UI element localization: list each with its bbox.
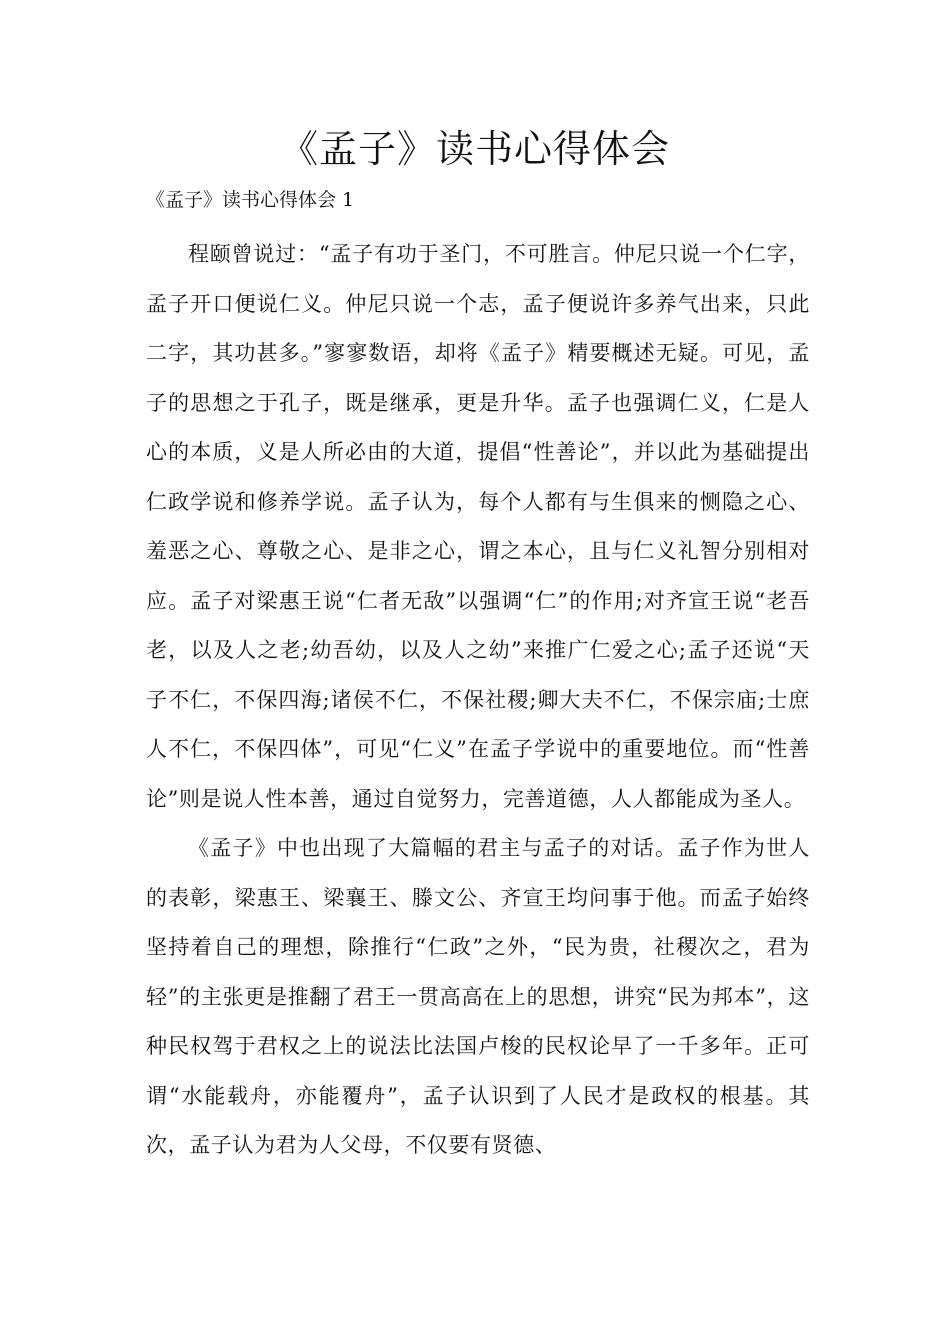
- document-title: 《孟子》读书心得体会: [279, 127, 670, 171]
- section-heading: 《孟子》读书心得体会 1: [146, 189, 355, 211]
- paragraph-2: 《孟子》中也出现了大篇幅的君主与孟子的对话。孟子作为世人的表彰，梁惠王、梁襄王、滕文公、齐宣王均问事于他。而孟子始终坚持着自己的理想，除推行“仁政”之外，“民为贵，社稷次之，君为轻”的主张更是推翻了君王一贯高高在上的思想，讲究“民为邦本”，这种民权驾于君权之上的说法比法国卢梭的民权论早了一千多年。正可谓“水能载舟，亦能覆舟”，孟子认识到了人民才是政权的根基。其次，孟子认为君为人父母，不仅要有贤德、: [146, 836, 810, 1157]
- document-body: [146, 230, 810, 1171]
- paragraph-1: 程颐曾说过：“孟子有功于圣门，不可胜言。仲尼只说一个仁字，孟子开口便说仁义。仲尼只说一个志，孟子便说许多养气出来，只此二字，其功甚多。”寥寥数语，却将《孟子》精要概述无疑。可见，孟子的思想之于孔子，既是继承，更是升华。孟子也强调仁义，仁是人心的本质，义是人所必由的大道，提倡“性善论”，并以此为基础提出仁政学说和修养学说。孟子认为，每个人都有与生俱来的恻隐之心、羞恶之心、尊敬之心、是非之心，谓之本心，且与仁义礼智分别相对应。孟子对梁惠王说“仁者无敌”以强调“仁”的作用;对齐宣王说“老吾老，以及人之老;幼吾幼，以及人之幼”来推广仁爱之心;孟子还说“天子不仁，不保四海;诸侯不仁，不保社稷;卿大夫不仁，不保宗庙;士庶人不仁，不保四体”，可见“仁义”在孟子学说中的重要地位。而“性善论”则是说人性本善，通过自觉努力，完善道德，人人都能成为圣人。: [146, 242, 810, 811]
